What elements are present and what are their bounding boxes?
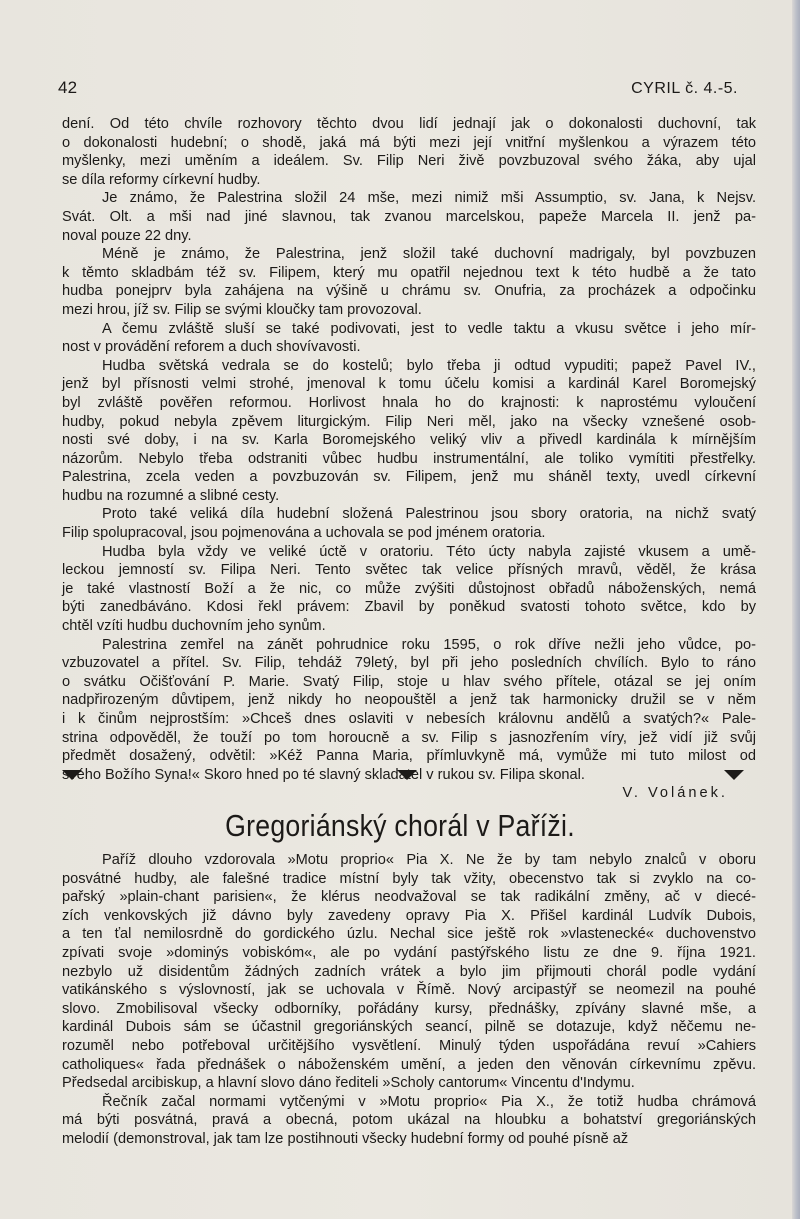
text-line: Filip spolupracoval, jsou pojmenována a uchovala se pod jménem oratoria. xyxy=(62,525,546,542)
down-triangle-icon xyxy=(397,770,417,780)
paragraph xyxy=(62,505,756,542)
author-signature: V. Volánek. xyxy=(622,785,728,802)
text-line: slovo. Zmobilisoval všecky odborníky, pořádány kursy, přednášky, zpívány slavné mše, a xyxy=(62,1000,756,1017)
text-line: dení. Od této chvíle rozhovory těchto dvou lidí jednají jak o dokonalosti duchovní, tak xyxy=(62,116,756,132)
page-edge xyxy=(792,0,800,1219)
section-divider xyxy=(62,770,744,784)
text-line: noval pouze 22 dny. xyxy=(62,227,192,244)
text-line: byl zvláště pověřen reformou. Horlivost hnala ho do krajnosti: k naprostému vyloučení xyxy=(62,394,756,411)
text-line: Řečník začal normami vytčenými v »Motu proprio« Pia X., že totiž hudba chrámová xyxy=(102,1093,756,1110)
text-line: předmět dosažený, odvětil: »Kéž Panna Maria, přímluvkyně má, vymůže mi tuto milost od xyxy=(62,748,756,765)
paragraph xyxy=(62,1093,756,1149)
down-triangle-icon xyxy=(62,770,82,780)
text-line: mezi hrou, jíž sv. Filip se svými kloučky tam provozoval. xyxy=(62,301,422,318)
text-line: Předsedal arcibiskup, a hlavní slovo dáno řediteli »Scholy cantorum« Vincentu d'Indymu. xyxy=(62,1075,635,1092)
text-line: jenž byl přísnosti velmi strohé, jmenoval k tomu účelu komisi a kardinál Karel Boromejský xyxy=(62,376,756,393)
text-line: i k činům nejprostším: »Chceš dnes oslaviti v nebesích královnu andělů a svatých?« Pale- xyxy=(62,711,756,727)
paragraph xyxy=(62,636,756,785)
text-line: Palestrina zemřel na zánět pohrudnice roku 1595, o rok dříve nežli jeho vůdce, po- xyxy=(102,636,756,653)
text-line: Paříž dlouho vzdorovala »Motu proprio« Pia X. Ne že by tam nebylo znalců v oboru xyxy=(102,852,756,868)
text-line: o dokonalosti hudební; o shodě, jaká má býti mezi její vnitřní myšlenkou a výrazem této xyxy=(62,134,756,151)
text-line: svého Božího Syna!« Skoro hned po té slavný skladatel v rukou sv. Filipa skonal. xyxy=(62,766,585,783)
text-line: Hudba světská vedrala se do kostelů; bylo třeba ji odtud vypuditi; papež Pavel IV., xyxy=(102,357,756,374)
down-triangle-icon xyxy=(724,770,744,780)
text-line: nezbylo už disidentům žádných zadních vrátek a bylo jim přijmouti chorál podle vydání xyxy=(62,963,756,980)
text-line: catholiques« řada přednášek o náboženském umění, a jeden den věnován církevnímu zpěvu. xyxy=(62,1056,756,1073)
article-body-1 xyxy=(62,115,756,803)
text-line: chtěl vzíti hudbu duchovním jeho synům. xyxy=(62,618,326,635)
text-line: kardinál Dubois sám se účastnil gregoriánských seancí, pilně se dotazuje, když něčemu ne- xyxy=(62,1019,756,1036)
text-line: vatikánského s výslovností, jak se uchovala v Římě. Nový arcipastýř se neomezil na pouhé xyxy=(62,982,756,999)
text-line: býti zanedbáváno. Kdosi řekl právem: Zbavil by poněkud svatosti tohoto světce, kdo by xyxy=(62,599,756,616)
text-line: Svát. Olt. a mši nad jiné slavnou, tak zvanou marcelskou, papeže Marcela II. jenž pa- xyxy=(62,208,756,225)
text-line: o svátku Očišťování P. Marie. Svatý Filip, stoje u hlav svého přítele, otázal se jej oním xyxy=(62,673,756,690)
text-line: je také vlastností Boží a že nic, co může zvýšiti důstojnost obřadů náboženských, nemá xyxy=(62,580,756,597)
paragraph xyxy=(62,189,756,245)
text-line: k těmto skladbám též sv. Filipem, který mu opatřil nejednou text k této hudbě a že tato xyxy=(62,264,756,281)
text-line: pařský »plain-chant parisien«, že klérus neodvažoval se tak radikální změny, ač v diecé- xyxy=(62,889,756,906)
text-line: nadpřirozeným důvtipem, jenž nikdy ho neopouštěl a jenž tak harmonicky družil se v něm xyxy=(62,692,756,709)
text-line: Palestrina, zcela veden a povzbuzován sv. Filipem, jenž mu sháněl texty, uvedl církevní xyxy=(62,469,756,486)
paragraph xyxy=(62,115,756,189)
text-line: nosti své doby, i na sv. Karla Boromejského veliký vliv a přivedl kardinála k mírnějším xyxy=(62,432,756,449)
text-line: názorům. Nebylo třeba odstraniti vůbec hudbu instrumentální, ale toliko vymítiti přestřelky. xyxy=(62,450,756,467)
text-line: strina odpověděl, že touží po tom horoucně a sv. Filip s jasnozřením víry, jež vidí již svůj xyxy=(62,729,756,746)
text-line: nost v provádění reforem a duch shovívavosti. xyxy=(62,339,361,356)
paragraph xyxy=(62,543,756,636)
text-line: vzbuzovatel a přítel. Sv. Filip, tehdáž 79letý, byl při jeho posledních chvílích. Bylo to ráno xyxy=(62,655,756,672)
page-number: 42 xyxy=(58,78,78,97)
page-header xyxy=(58,78,738,98)
article-body-2 xyxy=(62,851,756,1149)
text-line: zích venkovských již dávno byly zavedeny opravy Pia X. Přišel kardinál Ludvík Dubois, xyxy=(62,907,756,924)
text-line: Proto také veliká díla hudební složená Palestrinou jsou sbory oratoria, na nichž svatý xyxy=(102,506,756,523)
text-line: má býti posvátná, pravá a obecná, potom ukázal na hloubku a bohatství gregoriánských xyxy=(62,1112,756,1129)
paragraph xyxy=(62,851,756,1093)
text-line: a ten ťal nemilosrdně do gordického úzlu. Nechal sice ještě rok »vlastenecké« duchovenstvo xyxy=(62,926,756,943)
text-line: Hudba byla vždy ve veliké úctě v oratoriu. Této úcty nabyla zajisté vkusem a umě- xyxy=(102,543,756,560)
journal-issue: CYRIL č. 4.-5. xyxy=(631,80,738,97)
text-line: hudbu na rozumné a slibné cesty. xyxy=(62,487,280,504)
text-line: leckou jemností sv. Filipa Neri. Tento světec tak velice přísných mravů, věděl, že krása xyxy=(62,562,756,579)
text-line: se díla reformy církevní hudby. xyxy=(62,171,261,188)
text-line: myšlenky, mezi uměním a ideálem. Sv. Filip Neri živě povzbuzoval svého žáka, aby ujal xyxy=(62,153,756,170)
text-line: A čemu zvláště sluší se také podivovati, jest to vedle taktu a vkusu světce i jeho mír- xyxy=(102,320,756,337)
paragraph xyxy=(62,357,756,506)
text-line: hudby, pokud nebyla zpěvem liturgickým. Filip Neri měl, jako na všecky vznešené osob- xyxy=(62,413,756,430)
text-line: melodií (demonstroval, jak tam lze postihnouti všecky hudební formy od pouhé písně až xyxy=(62,1130,629,1147)
text-line: Méně je známo, že Palestrina, jenž složil také duchovní madrigaly, byl povzbuzen xyxy=(102,246,756,263)
text-line: Je známo, že Palestrina složil 24 mše, mezi nimiž mši Assumptio, sv. Jana, k Nejsv. xyxy=(102,190,756,207)
paragraph xyxy=(62,320,756,357)
paragraph xyxy=(62,245,756,319)
text-line: rozuměl nebo potřeboval určitějšího vysvětlení. Minulý týden uspořádána revuí »Cahiers xyxy=(62,1037,756,1054)
text-line: zpívati svoje »dominýs vobiskóm«, ale po vydání pastýřského listu ze dne 9. října 1921. xyxy=(62,944,756,961)
article-title: Gregoriánský chorál v Paříži. xyxy=(225,808,575,843)
text-line: hudba ponejprv byla zahájena na výšině u chrámu sv. Onufria, za procházek a odpočinku xyxy=(62,283,756,300)
text-line: posvátné hudby, ale falešné tradice místní byly tak vžity, obecenstvo tak si zvyklo na co- xyxy=(62,870,756,887)
